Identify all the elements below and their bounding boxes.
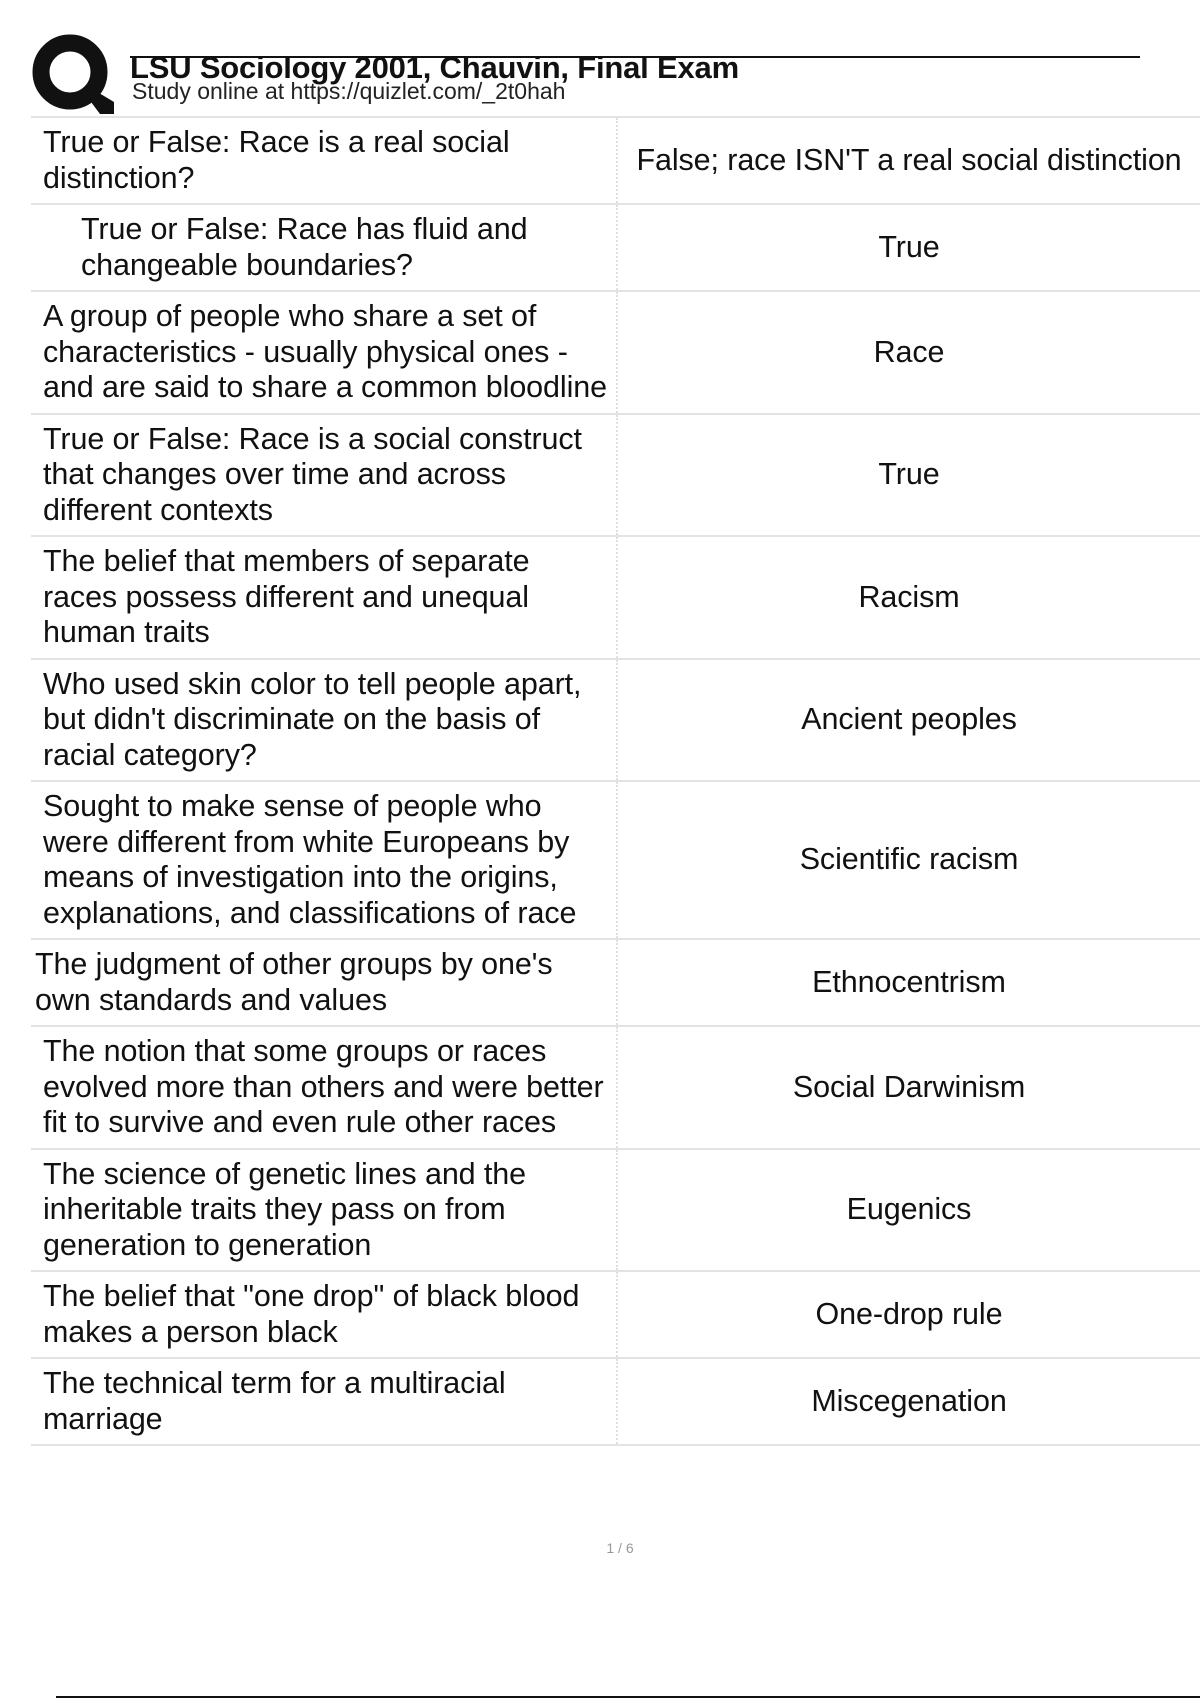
footer-rule (56, 1696, 1200, 1698)
flashcard-definition: True (878, 457, 940, 491)
flashcard-row (31, 290, 1200, 413)
flashcard-term: The science of genetic lines and the inheritable traits they pass on from generation to generation (31, 1150, 618, 1271)
flashcard-term: The notion that some groups or races evolved more than others and were better fit to survive and even rule other races (31, 1027, 618, 1148)
flashcard-definition: Ancient peoples (801, 702, 1017, 736)
flashcard-definition: False; race ISN'T a real social distinction (636, 142, 1182, 177)
flashcard-row (31, 1148, 1200, 1271)
flashcard-row (31, 116, 1200, 203)
flashcard-row (31, 535, 1200, 658)
flashcard-definition: Eugenics (846, 1192, 972, 1226)
flashcard-row (31, 658, 1200, 781)
flashcard-definition: True (878, 229, 940, 264)
flashcard-term: True or False: Race is a real social distinction? (31, 118, 618, 203)
flashcard-definition: Racism (858, 579, 960, 614)
flashcard-term: The belief that "one drop" of black blood makes a person black (31, 1272, 618, 1357)
page-header (30, 28, 1140, 118)
flashcard-definition: Scientific racism (799, 842, 1019, 877)
flashcard-definition: Race (873, 334, 945, 369)
flashcard-row (31, 780, 1200, 938)
flashcard-term: True or False: Race has fluid and changeable boundaries? (31, 205, 618, 290)
flashcard-term: True or False: Race is a social construct that changes over time and across different contexts (31, 415, 618, 536)
flashcard-term: A group of people who share a set of characteristics - usually physical ones - and are said to share a common bloodline (31, 292, 618, 413)
flashcard-definition: Miscegenation (811, 1383, 1007, 1418)
flashcard-term: Who used skin color to tell people apart, but didn't discriminate on the basis of racial category? (31, 660, 618, 781)
page-number: 1 / 6 (606, 1540, 634, 1556)
page-title: LSU Sociology 2001, Chauvin, Final Exam (130, 50, 739, 85)
flashcard-row (31, 1025, 1200, 1148)
study-link[interactable]: Study online at https://quizlet.com/_2t0hah (132, 78, 566, 104)
flashcard-definition: Ethnocentrism (812, 964, 1006, 999)
flashcard-term: Sought to make sense of people who were different from white Europeans by means of investigation into the origins, explanations, and classifications of race (31, 782, 618, 938)
flashcard-row (31, 1357, 1200, 1446)
flashcard-term: The technical term for a multiracial marriage (31, 1359, 618, 1444)
flashcard-row (31, 1270, 1200, 1357)
quizlet-q-logo-icon (30, 32, 142, 116)
flashcard-row (31, 938, 1200, 1025)
flashcard-table (31, 116, 1200, 1446)
flashcard-term: The judgment of other groups by one's own standards and values (31, 940, 618, 1025)
flashcard-row (31, 203, 1200, 290)
flashcard-definition: One-drop rule (815, 1296, 1003, 1331)
flashcard-row (31, 413, 1200, 536)
flashcard-term: The belief that members of separate races possess different and unequal human traits (31, 537, 618, 658)
flashcard-definition: Social Darwinism (792, 1069, 1026, 1104)
